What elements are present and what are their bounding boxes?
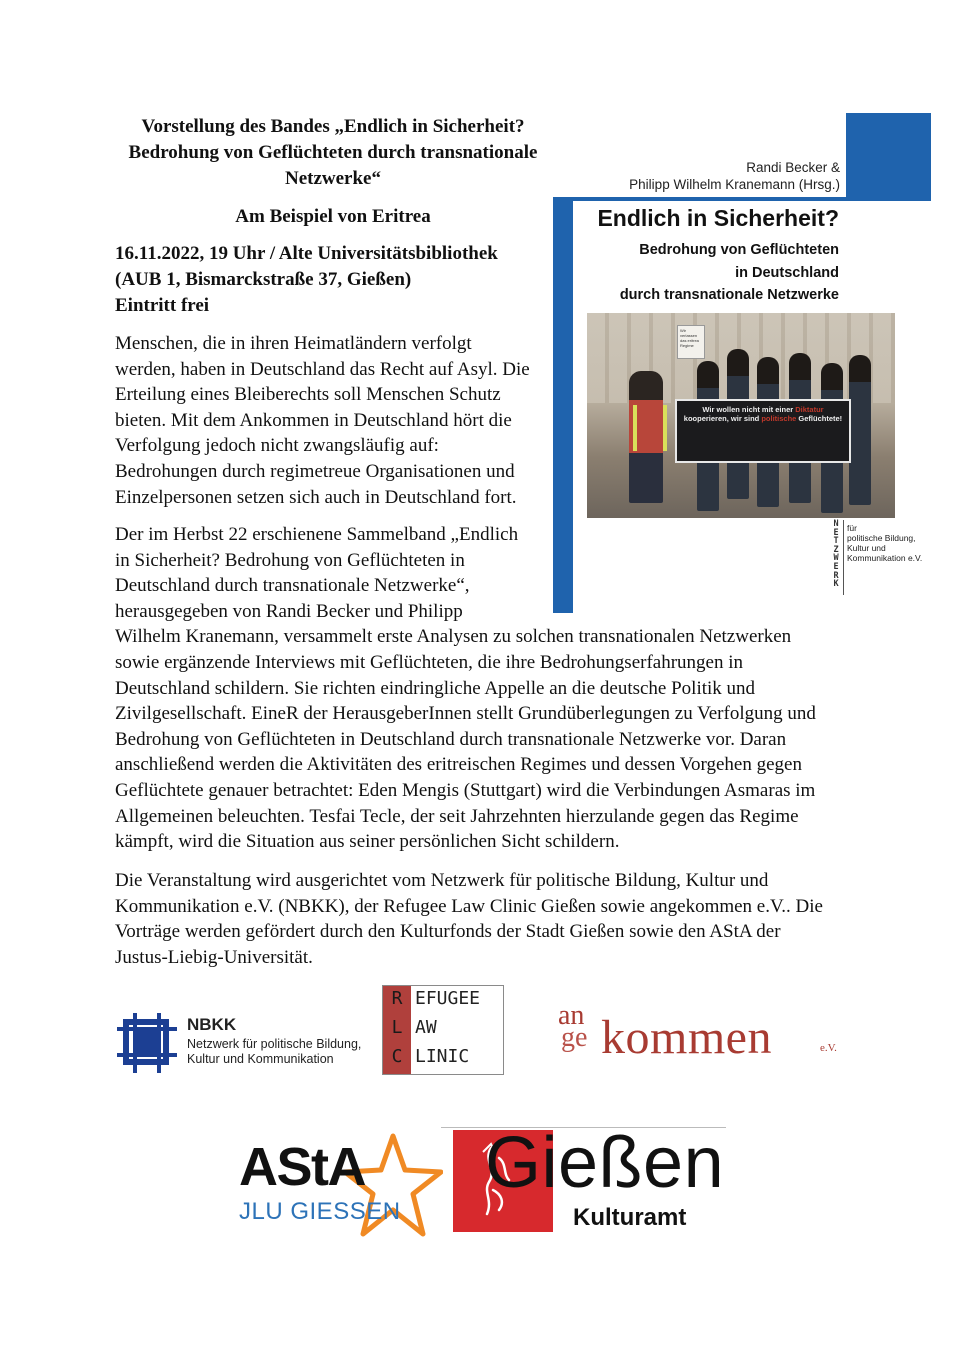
cover-blue-corner <box>846 113 931 197</box>
book-cover <box>553 113 931 613</box>
rlc-word: AW <box>415 1017 437 1038</box>
text-line: Deutschland durch transnationale Netzwerke“, <box>115 575 470 597</box>
rlc-row <box>383 1015 503 1044</box>
cover-editors <box>573 159 840 193</box>
publisher-vertical-letter: N <box>833 519 839 529</box>
text-line: sowie ergänzende Interviews mit Geflüchteten, die ihre Bedrohungserfahrungen in <box>115 651 744 673</box>
text-line: Allgemeinen beleuchten. Tesfai Tecle, der seit Jahrzehnten hierzulande gegen das Regime <box>115 805 799 827</box>
text-line: Geflüchtete genauer betrachtet: Eden Mengis (Stuttgart) wird die Verbindungen Asmaras im <box>115 779 816 801</box>
event-details <box>115 241 555 319</box>
document-subtitle: Am Beispiel von Eritrea <box>235 206 431 227</box>
cover-subtitle-line: Bedrohung von Geflüchteten <box>639 242 839 258</box>
banner-text: Wir wollen nicht mit einer <box>702 405 796 414</box>
giessen-kulturamt-logo <box>441 1123 726 1236</box>
text-line: Zivilgesellschaft. EineR der HerausgeberInnen stellt Grundüberlegungen zu Verfolgung und <box>115 703 816 725</box>
banner-highlight: politische <box>761 414 797 423</box>
nbkk-name: NBKK <box>187 1015 237 1034</box>
photo-person <box>849 355 871 505</box>
text-line: herausgegeben von Randi Becker und Philipp <box>115 600 463 622</box>
asta-logo <box>233 1130 443 1245</box>
cover-photo <box>587 313 895 518</box>
rlc-initial: C <box>391 1046 403 1067</box>
banner-text: Geflüchtete! <box>796 414 843 423</box>
text-line: Die Veranstaltung wird ausgerichtet vom Netzwerk für politische Bildung, Kultur und <box>115 870 769 891</box>
rlc-word: EFUGEE <box>415 988 481 1009</box>
nbkk-description <box>187 1037 361 1067</box>
angekommen-kommen: kommen <box>601 1011 772 1064</box>
refugee-law-clinic-logo <box>382 985 504 1075</box>
text-line: Wilhelm Kranemann, versammelt erste Analysen zu solchen transnationalen Netzwerken <box>115 626 792 648</box>
banner-highlight: Diktatur <box>795 405 824 414</box>
text-line: Der im Herbst 22 erschienene Sammelband „Endlich <box>115 524 519 545</box>
publisher-vertical-letter: E <box>833 527 839 538</box>
publisher-vertical-letter: Z <box>833 544 839 555</box>
cover-publisher-rule <box>843 520 844 595</box>
angekommen-logo <box>558 1000 858 1070</box>
rlc-initial: L <box>391 1017 403 1038</box>
cover-subtitle <box>577 239 839 307</box>
text-line: Menschen, die in ihren Heimatländern verfolgt <box>115 333 472 354</box>
rlc-row <box>383 1044 503 1073</box>
rlc-row <box>383 986 503 1015</box>
photo-vest <box>633 405 667 451</box>
publisher-vertical-letter: E <box>833 561 839 572</box>
cover-publisher-vertical <box>831 520 841 589</box>
text-line: Vorträge werden gefördert durch den Kulturfonds der Stadt Gießen sowie den AStA der <box>115 921 781 943</box>
cover-divider <box>553 197 931 201</box>
cover-editor-line: Philipp Wilhelm Kranemann (Hrsg.) <box>629 177 840 192</box>
paragraph-intro <box>115 331 530 510</box>
event-address: (AUB 1, Bismarckstraße 37, Gießen) <box>115 269 412 290</box>
cover-subtitle-line: in Deutschland <box>735 264 839 281</box>
text-line: Justus-Liebig-Universität. <box>115 946 313 968</box>
text-line: Kommunikation e.V. (NBKK), der Refugee Law Clinic Gießen sowie angekommen e.V.. Die <box>115 895 823 917</box>
title-line: Netzwerke“ <box>284 168 381 189</box>
publisher-line: Kultur und <box>847 543 886 553</box>
nbkk-desc-line: Netzwerk für politische Bildung, <box>187 1037 362 1051</box>
publisher-vertical-letter: W <box>833 553 839 564</box>
cover-blue-spine <box>553 197 573 613</box>
text-line: anschließend werden die Aktivitäten des eritreischen Regimes und dessen Vorgehen gegen <box>115 754 802 776</box>
photo-banner <box>675 399 851 463</box>
publisher-vertical-letter: K <box>833 579 839 590</box>
text-line: Verfolgung jedoch nicht zwangsläufig auf: <box>115 435 439 457</box>
cover-subtitle-line: durch transnationale Netzwerke <box>619 287 839 303</box>
rlc-word: LINIC <box>415 1046 470 1067</box>
paragraph-organizers <box>115 868 823 970</box>
banner-text: kooperieren, wir sind <box>683 414 762 423</box>
title-line: Bedrohung von Geflüchteten durch transnationale <box>128 142 538 163</box>
publisher-line: politische Bildung, <box>847 533 916 543</box>
text-line: werden, haben in Deutschland das Recht auf Asyl. Die <box>115 358 530 380</box>
text-line: in Sicherheit? Bedrohung von Geflüchteten in <box>115 549 465 571</box>
cover-title: Endlich in Sicherheit? <box>597 205 839 231</box>
nbkk-desc-line: Kultur und Kommunikation <box>187 1052 334 1066</box>
text-line: Bedrohung von Geflüchteten in Deutschland durch transnationale Netzwerke vor. Daran <box>115 728 787 750</box>
asta-subtitle: JLU GIESSEN <box>239 1198 401 1225</box>
text-line: Bedrohungen durch regimetreue Organisationen und <box>115 460 515 482</box>
publisher-vertical-letter: R <box>833 570 839 581</box>
publisher-line: für <box>847 523 857 533</box>
event-admission: Eintritt frei <box>115 295 210 316</box>
text-line: Erteilung eines Bleiberechts soll Menschen Schutz <box>115 384 501 406</box>
asta-name: AStA <box>239 1137 365 1197</box>
text-line: bieten. Mit dem Ankommen in Deutschland hört die <box>115 409 512 431</box>
giessen-kulturamt: Kulturamt <box>573 1204 687 1231</box>
document-title <box>110 114 556 192</box>
cover-editor-line: Randi Becker & <box>746 160 840 175</box>
photo-sign: Wir verlassen das eritrea Regime <box>677 325 705 359</box>
cover-publisher-name <box>847 523 922 563</box>
angekommen-an: an <box>558 1000 585 1031</box>
title-line: Vorstellung des Bandes „Endlich in Sicherheit? <box>141 116 525 137</box>
text-line: Einzelpersonen setzen sich auch in Deutschland fort. <box>115 486 517 508</box>
nbkk-grid-icon <box>117 1013 177 1073</box>
nbkk-logo <box>117 1013 377 1075</box>
publisher-line: Kommunikation e.V. <box>847 553 923 563</box>
rlc-initial: R <box>391 988 403 1009</box>
event-date-location: 16.11.2022, 19 Uhr / Alte Universitätsbibliothek <box>115 243 498 264</box>
text-line: Deutschland schildern. Sie richten eindringliche Appelle an die deutsche Politik und <box>115 677 756 699</box>
giessen-name: Gießen <box>485 1123 725 1203</box>
angekommen-ge: ge <box>561 1022 588 1053</box>
publisher-vertical-letter: T <box>833 536 839 547</box>
text-line: kämpft, wird die Situation aus seiner persönlichen Sicht schildern. <box>115 831 620 853</box>
angekommen-ev: e.V. <box>820 1042 837 1054</box>
